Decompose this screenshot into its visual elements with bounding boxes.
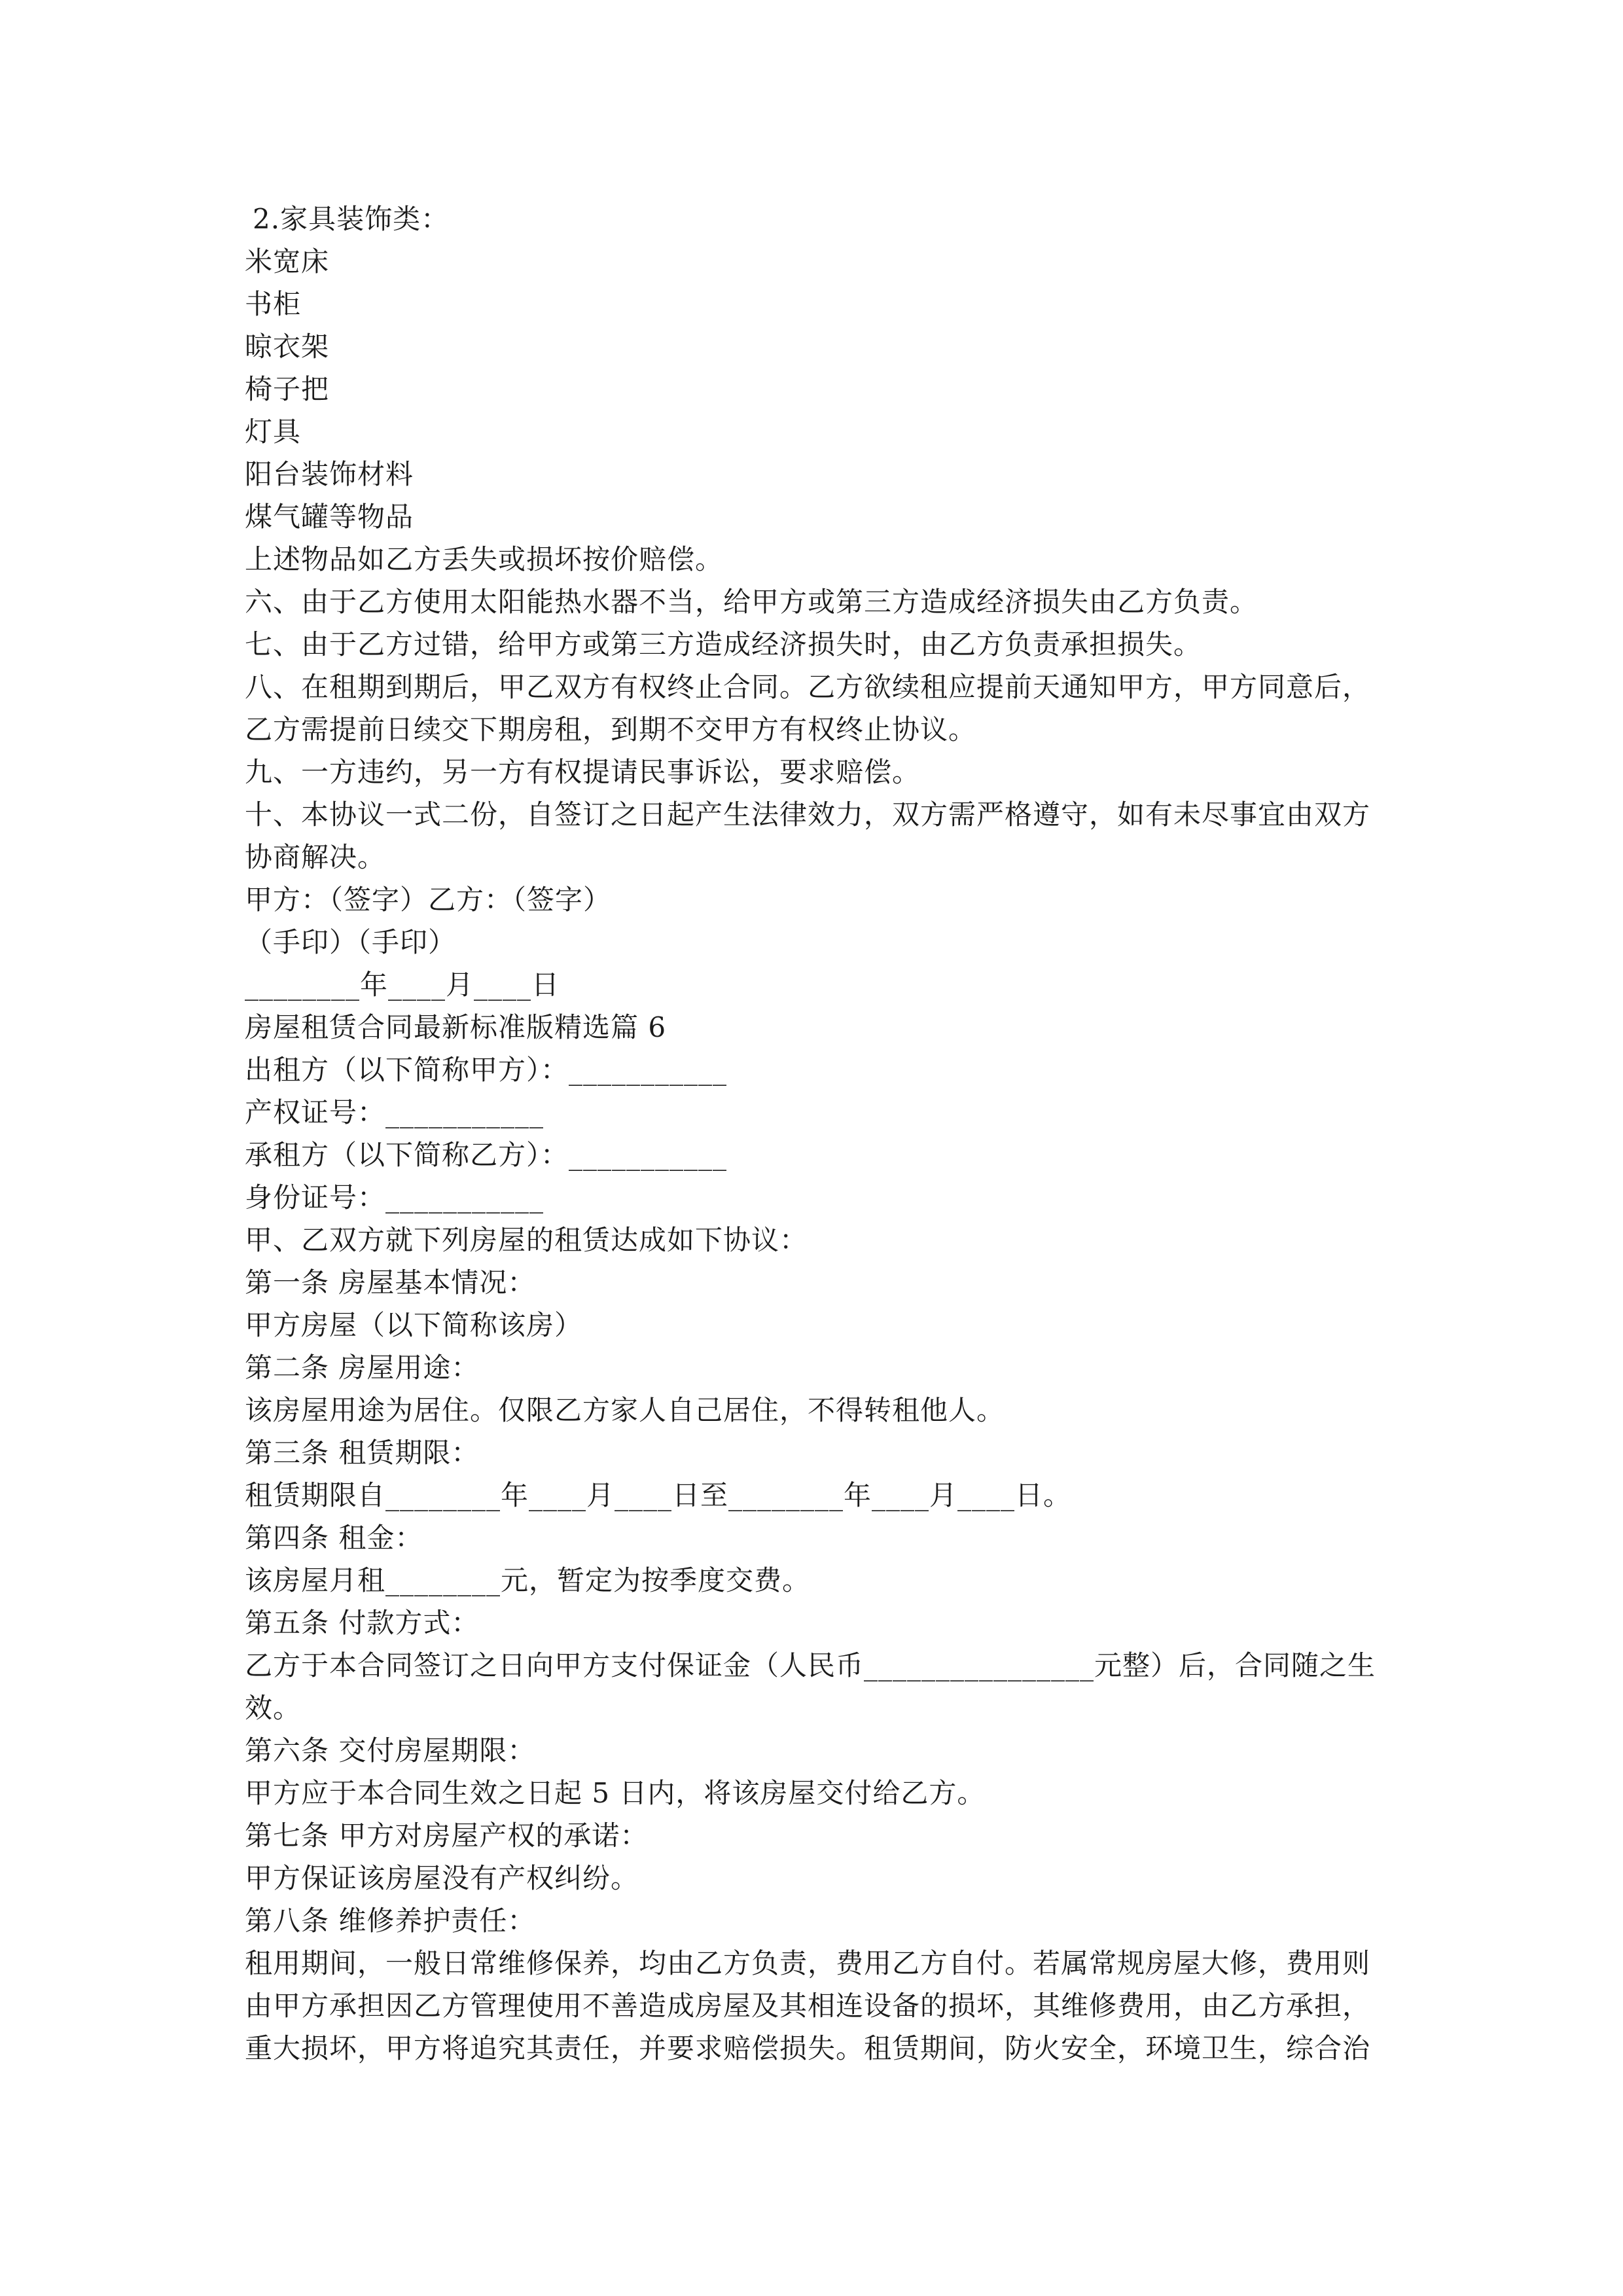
document-body [245,198,1397,2070]
text-line: 八、在租期到期后，甲乙双方有权终止合同。乙方欲续租应提前天通知甲方，甲方同意后， [245,671,1371,703]
text-line: 上述物品如乙方丢失或损坏按价赔偿。 [245,543,724,575]
text-line: 九、一方违约，另一方有权提请民事诉讼，要求赔偿。 [245,756,921,788]
article-heading: 第一条 房屋基本情况： [245,1266,536,1299]
text-line: 甲方应于本合同生效之日起 5 日内，将该房屋交付给乙方。 [245,1777,986,1809]
date-line: ________年____月____日 [245,969,560,1001]
article-heading: 第五条 付款方式： [245,1607,480,1639]
text-line: 由甲方承担因乙方管理使用不善造成房屋及其相连设备的损坏，其维修费用，由乙方承担， [245,1990,1371,2022]
property-cert-field: 产权证号：___________ [245,1096,544,1128]
text-line: 甲、乙双方就下列房屋的租赁达成如下协议： [245,1224,808,1256]
article-heading: 第三条 租赁期限： [245,1437,480,1469]
text-line: 六、由于乙方使用太阳能热水器不当，给甲方或第三方造成经济损失由乙方负责。 [245,586,1258,618]
id-number-field: 身份证号：___________ [245,1181,544,1213]
deposit-line: 乙方于本合同签订之日向甲方支付保证金（人民币________________元整）后，合同随之生 [245,1649,1376,1681]
text-line: 七、由于乙方过错，给甲方或第三方造成经济损失时，由乙方负责承担损失。 [245,628,1202,660]
rent-line: 该房屋月租________元，暂定为按季度交费。 [245,1564,811,1596]
text-line: 椅子把 [245,373,330,405]
text-line: 米宽床 [245,245,330,278]
lessee-field: 承租方（以下简称乙方）：___________ [245,1139,728,1171]
text-line: 灯具 [245,416,302,448]
text-line: 协商解决。 [245,841,386,873]
text-line: 甲方房屋（以下简称该房） [245,1309,583,1341]
lease-term-line: 租赁期限自________年____月____日至________年____月____日。 [245,1479,1072,1511]
article-heading: 第二条 房屋用途： [245,1352,480,1384]
text-line: 该房屋用途为居住。仅限乙方家人自己居住，不得转租他人。 [245,1394,1005,1426]
article-heading: 第四条 租金： [245,1522,423,1554]
lessor-field: 出租方（以下简称甲方）：___________ [245,1054,728,1086]
text-line: 效。 [245,1692,302,1724]
text-line: 书柜 [245,288,302,320]
section-title: 房屋租赁合同最新标准版精选篇 6 [245,1011,667,1043]
article-heading: 第六条 交付房屋期限： [245,1734,536,1767]
fingerprint-line: （手印）（手印） [245,926,457,958]
article-heading: 第七条 甲方对房屋产权的承诺： [245,1820,649,1852]
text-line: 乙方需提前日续交下期房租，到期不交甲方有权终止协议。 [245,713,977,745]
article-heading: 第八条 维修养护责任： [245,1905,536,1937]
text-line: 2.家具装饰类： [253,203,450,235]
text-line: 租用期间，一般日常维修保养，均由乙方负责，费用乙方自付。若属常规房屋大修，费用则 [245,1947,1371,1979]
text-line: 阳台装饰材料 [245,458,414,490]
text-line: 重大损坏，甲方将追究其责任，并要求赔偿损失。租赁期间，防火安全，环境卫生，综合治 [245,2032,1371,2064]
text-line: 晾衣架 [245,331,330,363]
text-line: 十、本协议一式二份，自签订之日起产生法律效力，双方需严格遵守，如有未尽事宜由双方 [245,798,1371,831]
signature-line: 甲方：（签字）乙方：（签字） [245,884,612,916]
text-line: 煤气罐等物品 [245,501,414,533]
text-line: 甲方保证该房屋没有产权纠纷。 [245,1862,639,1894]
